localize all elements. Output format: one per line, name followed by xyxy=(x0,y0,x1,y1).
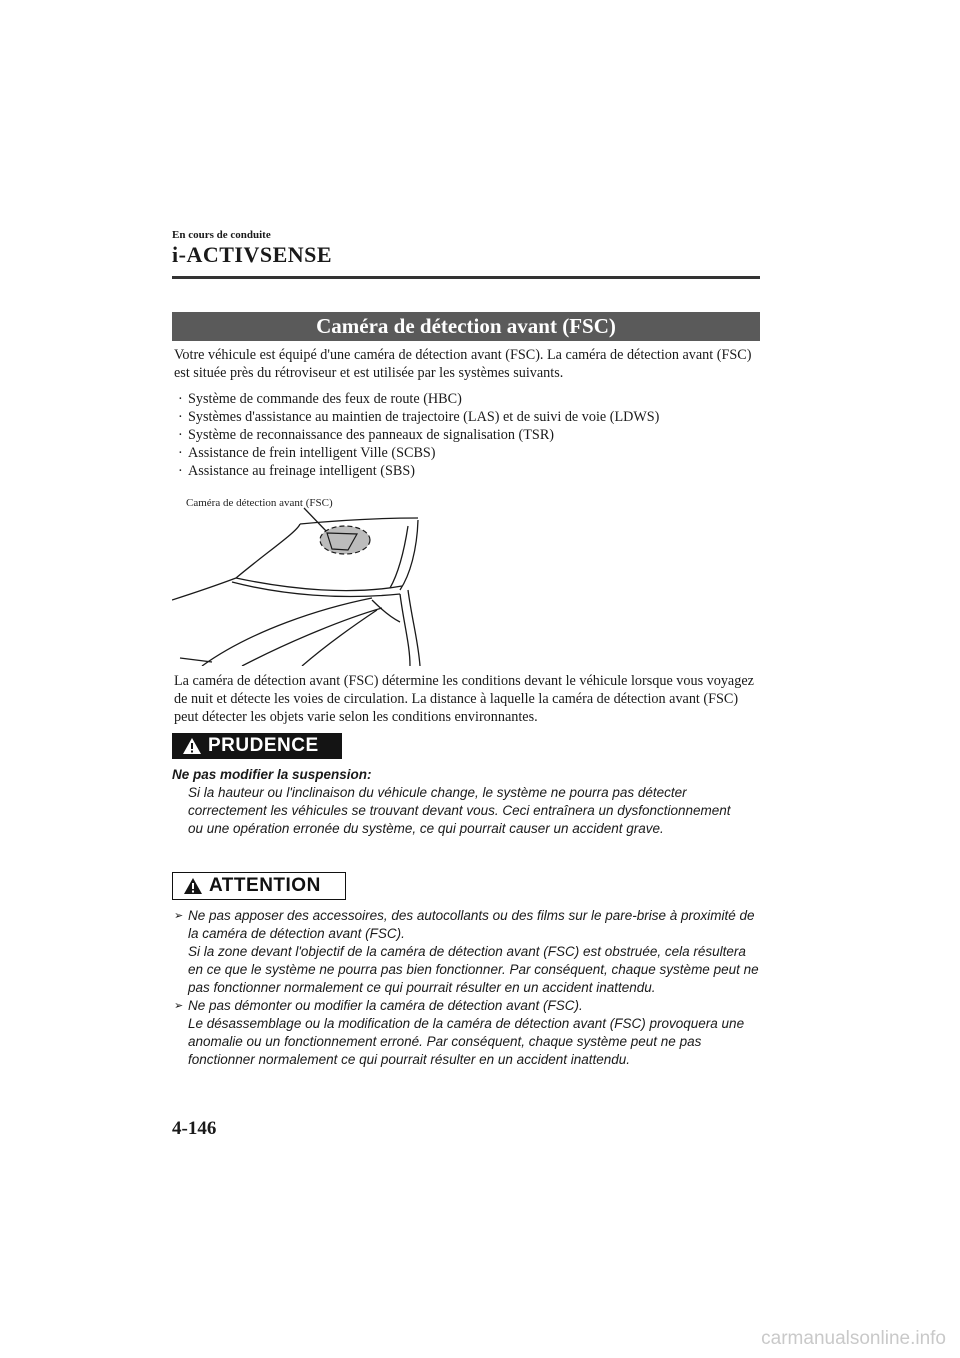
list-item: · Assistance de frein intelligent Ville (SCBS) xyxy=(178,445,436,461)
chapter-title: i-ACTIVSENSE xyxy=(172,242,333,267)
attention-badge xyxy=(172,872,346,900)
figure-label: Caméra de détection avant (FSC) xyxy=(186,497,333,509)
list-item: · Système de reconnaissance des panneaux de signalisation (TSR) xyxy=(178,427,555,443)
bullet-dot-icon: · xyxy=(178,409,183,425)
intro-paragraph: Votre véhicule est équipé d'une caméra de détection avant (FSC). La caméra de détection avant (FSC) est située près du rétroviseur et est utilisée par les systèmes suivants. xyxy=(174,347,752,381)
arrow-right-icon: ➢ xyxy=(174,910,184,922)
prudence-body: Si la hauteur ou l'inclinaison du véhicule change, le système ne pourra pas détecter correctement les véhicules se trouvant devant vous. Ceci entraînera un dysfonctionnement ou une opération erronée du système, ce qui pourrait causer un accident grave. xyxy=(188,785,731,836)
list-item: · Systèmes d'assistance au maintien de trajectoire (LAS) et de suivi de voie (LDWS) xyxy=(178,409,660,425)
bullet-dot-icon: · xyxy=(178,445,183,461)
attention-label: ATTENTION xyxy=(209,875,321,896)
bullet-dot-icon: · xyxy=(178,391,183,407)
list-item: · Assistance au freinage intelligent (SBS) xyxy=(178,463,415,479)
bullet-dot-icon: · xyxy=(178,427,183,443)
page-number: 4-146 xyxy=(172,1118,217,1139)
windshield-camera-illustration xyxy=(172,490,432,666)
list-item: ➢ Ne pas apposer des accessoires, des autocollants ou des films sur le pare-brise à proximité de la caméra de détection avant (FSC). Si la zone devant l'objectif de la caméra de détection avant (FSC) est obstruée, cela résultera en ce que le système ne pourra pas bien fonctionner. Par conséquent, chaque système peut ne pas fonctionner normalement ce qui pourrait résulter en un accident inattendu. xyxy=(174,908,759,995)
list-item: · Système de commande des feux de route (HBC) xyxy=(178,391,462,407)
section-label: En cours de conduite xyxy=(172,229,271,241)
watermark: carmanualsonline.info xyxy=(761,1328,946,1349)
prudence-label: PRUDENCE xyxy=(208,735,319,756)
prudence-title: Ne pas modifier la suspension: xyxy=(172,767,372,782)
detection-paragraph: La caméra de détection avant (FSC) détermine les conditions devant le véhicule lorsque vous voyagez de nuit et détecte les voies de circulation. La distance à laquelle la caméra de détection avant (FSC) peut détecter les objets varie selon les conditions environnantes. xyxy=(174,673,754,725)
prudence-badge xyxy=(172,733,342,759)
list-item: ➢ Ne pas démonter ou modifier la caméra de détection avant (FSC). Le désassemblage ou la modification de la caméra de détection avant (FSC) provoquera une anomalie ou un fonctionnement erroné. Par conséquent, chaque système peut ne pas fonctionner normalement ce qui pourrait résulter en un accident inattendu. xyxy=(174,998,745,1067)
arrow-right-icon: ➢ xyxy=(174,1000,184,1012)
warning-triangle-icon xyxy=(183,877,203,895)
attention-list xyxy=(172,907,764,1069)
warning-triangle-icon xyxy=(182,737,202,755)
section-heading: Caméra de détection avant (FSC) xyxy=(172,312,760,341)
systems-list xyxy=(178,390,659,480)
chapter-rule xyxy=(172,276,760,279)
bullet-dot-icon: · xyxy=(178,463,183,479)
